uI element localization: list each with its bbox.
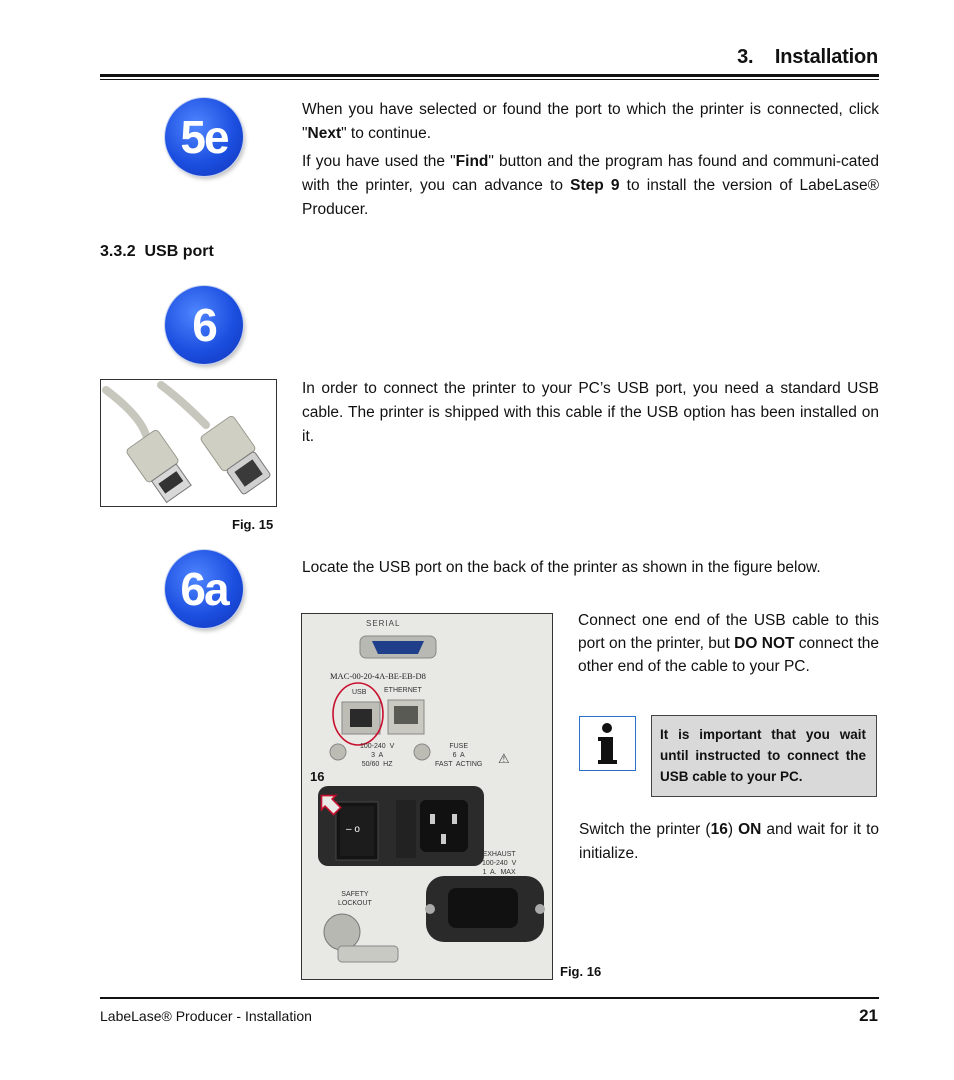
page-number: 21	[859, 1006, 878, 1025]
figure-caption-16: Fig. 16	[560, 964, 602, 979]
callout-number-16: 16	[310, 769, 325, 784]
step-badge-6a: 6a	[165, 550, 243, 628]
printer-back-panel-figure	[301, 613, 553, 980]
text-run: Switch the printer (	[579, 821, 711, 838]
footer-rule	[100, 997, 879, 999]
on-keyword: ON	[738, 821, 762, 838]
important-note	[651, 715, 877, 797]
panel-label-voltage: 100-240 V 3 A 50/60 HZ	[360, 743, 395, 768]
info-icon	[580, 717, 635, 770]
text-run: If you have used the "	[302, 153, 456, 170]
figure-caption-15: Fig. 15	[232, 517, 274, 532]
info-icon-box	[579, 716, 636, 771]
footer-document-title: LabeLase® Producer - Installation	[100, 1008, 312, 1024]
section-header-title: 3. Installation	[737, 46, 878, 68]
panel-label-exhaust: EXHAUST 100-240 V 1 A. MAX	[482, 851, 517, 876]
warning-icon: ⚠	[498, 751, 510, 766]
header-rule-thin	[100, 79, 879, 80]
panel-label-ethernet: ETHERNET	[384, 687, 422, 694]
panel-label-serial: SERIAL	[366, 619, 401, 628]
section-heading-usb-port: 3.3.2 USB port	[100, 243, 214, 260]
step-9-keyword: Step 9	[570, 177, 620, 194]
callout-ref-16: 16	[710, 821, 728, 838]
panel-label-fuse: FUSE 6 A FAST ACTING	[435, 743, 483, 768]
printer-back-panel-image	[302, 614, 552, 979]
usb-cable-image	[101, 380, 276, 506]
header-rule	[100, 74, 879, 77]
find-keyword: Find	[455, 153, 489, 170]
panel-label-usb: USB	[352, 689, 367, 696]
important-note-text: It is important that you wait until instructed to connect the USB cable to your PC.	[660, 727, 866, 784]
panel-label-safety: SAFETY LOCKOUT	[338, 891, 372, 907]
do-not-keyword: DO NOT	[734, 635, 795, 652]
next-keyword: Next	[307, 125, 342, 142]
text-run: Connect one end of the USB cable to this port on the printer, but	[578, 612, 879, 652]
step-5e-text	[302, 98, 879, 222]
text-run: " to continue.	[341, 125, 432, 142]
text-run: " button and the program has found and communi-cated with the printer, you can advance to	[302, 153, 879, 194]
step-badge-5e: 5e	[165, 98, 243, 176]
text-run: to install the version of LabeLase® Producer.	[302, 177, 879, 218]
step-6a-text: Locate the USB port on the back of the printer as shown in the figure below.	[302, 559, 821, 576]
power-switch-icon: – o	[346, 824, 360, 835]
panel-label-mac: MAC-00-20-4A-BE-EB-D8	[330, 671, 426, 681]
connect-instruction	[578, 609, 879, 678]
text-run: )	[727, 821, 739, 838]
text-run: and wait for it to initialize.	[579, 821, 879, 862]
switch-on-instruction	[579, 818, 879, 866]
step-badge-6: 6	[165, 286, 243, 364]
step-6-text: In order to connect the printer to your PC’s USB port, you need a standard USB cable. The printer is shipped with this cable if the USB option has been installed on it.	[302, 380, 879, 445]
text-run: When you have selected or found the port to which the printer is connected, click "	[302, 101, 879, 142]
text-run: connect the other end of the cable to your PC.	[578, 635, 879, 675]
usb-cable-figure	[100, 379, 277, 507]
